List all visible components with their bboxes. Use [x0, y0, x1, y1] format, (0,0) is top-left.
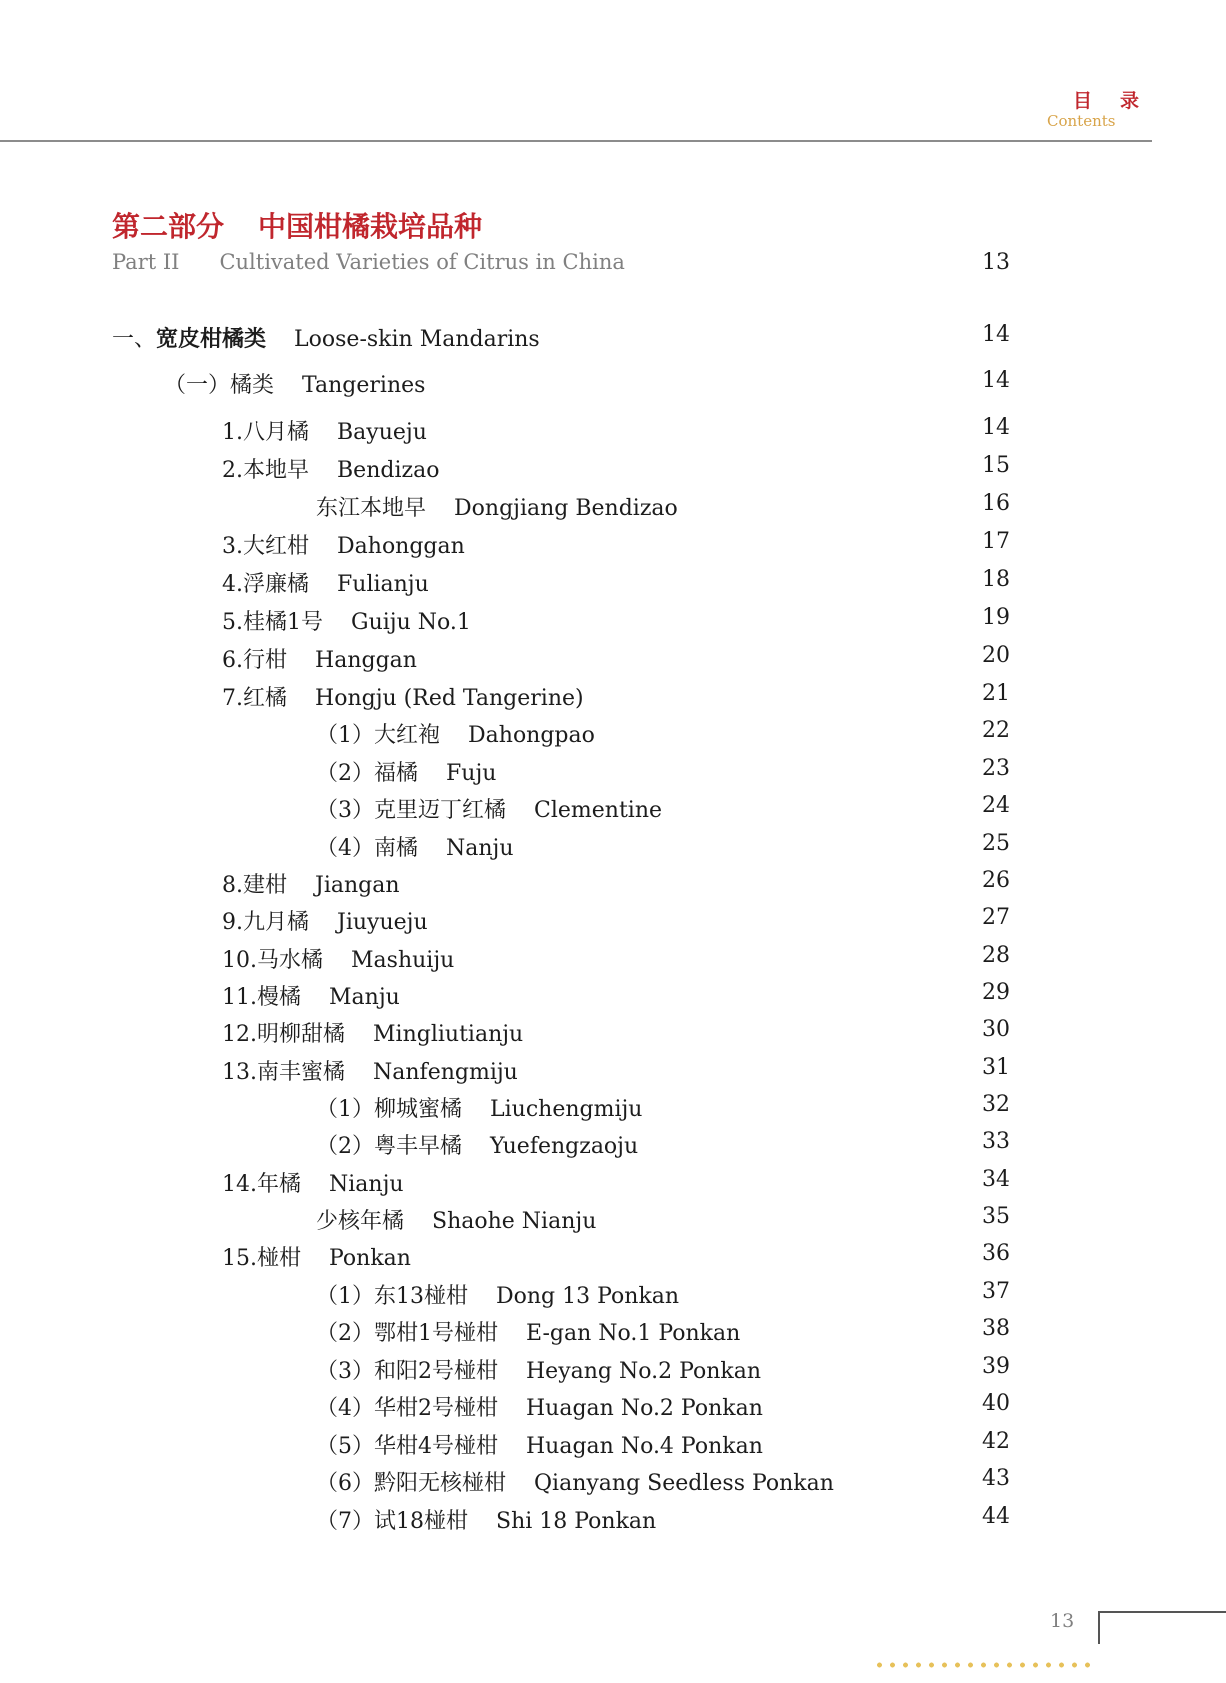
entry-number: 1. — [222, 420, 243, 445]
entry-title-en: Fuju — [446, 761, 497, 786]
toc-entry[interactable] — [0, 1055, 1226, 1089]
entry-title-en: Manju — [329, 985, 400, 1010]
toc-entry[interactable] — [0, 1204, 1226, 1238]
header-title-zh: 目录 — [1073, 90, 1168, 112]
entry-title-en: Nanju — [446, 836, 514, 861]
entry-title-en: Mingliutianju — [373, 1022, 524, 1047]
toc-entry[interactable] — [0, 980, 1226, 1014]
entry-title-zh: 槾橘 — [257, 985, 302, 1010]
entry-title-zh: 大红袍 — [374, 723, 441, 748]
part-label-en: Part II — [112, 250, 180, 274]
entry-title-en: Hongju (Red Tangerine) — [315, 686, 584, 711]
entry-title-en: Clementine — [534, 798, 663, 823]
toc-entry[interactable] — [0, 1129, 1226, 1163]
toc-entry[interactable] — [0, 605, 1226, 639]
entry-title-zh: 年橘 — [257, 1172, 302, 1197]
entry-number: 12. — [222, 1022, 257, 1047]
entry-number: 一、 — [112, 327, 157, 352]
entry-title-zh: 黔阳无核椪柑 — [374, 1471, 507, 1496]
entry-page-number: 30 — [982, 1017, 1010, 1042]
header-title-en: Contents — [1047, 112, 1116, 130]
entry-title-zh: 浮廉橘 — [243, 572, 310, 597]
entry-title-zh: 八月橘 — [243, 420, 310, 445]
entry-title-zh: 行柑 — [243, 648, 288, 673]
toc-entry[interactable] — [0, 905, 1226, 939]
entry-number: （6） — [316, 1471, 374, 1496]
entry-number: （5） — [316, 1434, 374, 1459]
entry-number: 5. — [222, 610, 243, 635]
entry-page-number: 23 — [982, 756, 1010, 781]
toc-entry[interactable] — [0, 643, 1226, 677]
entry-title-zh: 本地早 — [243, 458, 310, 483]
toc-entry[interactable] — [0, 756, 1226, 790]
entry-page-number: 15 — [982, 453, 1010, 478]
entry-page-number: 14 — [982, 368, 1010, 393]
entry-page-number: 32 — [982, 1092, 1010, 1117]
entry-title-zh: 建柑 — [243, 873, 288, 898]
entry-title-en: Dong 13 Ponkan — [496, 1284, 680, 1309]
entry-title-en: Fulianju — [337, 572, 429, 597]
entry-title-zh: 九月橘 — [243, 910, 310, 935]
toc-entry[interactable] — [0, 681, 1226, 715]
entry-title-zh: 马水橘 — [257, 948, 324, 973]
part-heading-en — [112, 250, 625, 274]
entry-page-number: 34 — [982, 1167, 1010, 1192]
entry-page-number: 28 — [982, 943, 1010, 968]
entry-title-zh: 粤丰早橘 — [374, 1134, 463, 1159]
entry-title-zh: 椪柑 — [257, 1246, 302, 1271]
entry-number: （2） — [316, 1321, 374, 1346]
entry-page-number: 20 — [982, 643, 1010, 668]
entry-title-en: Hanggan — [315, 648, 417, 673]
entry-page-number: 31 — [982, 1055, 1010, 1080]
entry-number: 13. — [222, 1060, 257, 1085]
entry-number: 3. — [222, 534, 243, 559]
toc-entry[interactable] — [0, 1466, 1226, 1500]
entry-number: （4） — [316, 1396, 374, 1421]
entry-page-number: 35 — [982, 1204, 1010, 1229]
toc-entry[interactable] — [0, 453, 1226, 487]
entry-page-number: 38 — [982, 1316, 1010, 1341]
toc-entry[interactable] — [0, 491, 1226, 525]
toc-entry[interactable] — [0, 567, 1226, 601]
entry-page-number: 36 — [982, 1241, 1010, 1266]
entry-title-en: Yuefengzaoju — [490, 1134, 639, 1159]
toc-entry[interactable] — [0, 1354, 1226, 1388]
toc-entry[interactable] — [0, 1316, 1226, 1350]
entry-title-zh: 克里迈丁红橘 — [374, 798, 507, 823]
entry-title-zh: 福橘 — [374, 761, 419, 786]
toc-entry[interactable] — [0, 1167, 1226, 1201]
entry-page-number: 14 — [982, 322, 1010, 347]
entry-title-zh: 试18椪柑 — [374, 1509, 468, 1534]
entry-page-number: 18 — [982, 567, 1010, 592]
entry-title-zh: 红橘 — [243, 686, 288, 711]
entry-number: （7） — [316, 1509, 374, 1534]
entry-number: （3） — [316, 798, 374, 823]
toc-entry[interactable] — [0, 1241, 1226, 1275]
entry-number: （一） — [164, 373, 231, 398]
toc-entry[interactable] — [0, 415, 1226, 449]
entry-number: 14. — [222, 1172, 257, 1197]
toc-entry[interactable] — [0, 1092, 1226, 1126]
entry-title-zh: 南橘 — [374, 836, 419, 861]
entry-title-en: Shaohe Nianju — [432, 1209, 597, 1234]
entry-page-number: 16 — [982, 491, 1010, 516]
entry-title-zh: 宽皮柑橘类 — [156, 326, 267, 352]
footer-page-number: 13 — [1050, 1610, 1075, 1632]
entry-number: （3） — [316, 1359, 374, 1384]
toc-entry[interactable] — [0, 368, 1226, 402]
entry-title-zh: 少核年橘 — [316, 1209, 405, 1234]
entry-title-en: Huagan No.4 Ponkan — [526, 1434, 763, 1459]
entry-title-zh: 东江本地早 — [316, 496, 427, 521]
part-title-en: Cultivated Varieties of Citrus in China — [219, 250, 625, 274]
entry-title-en: Tangerines — [302, 373, 426, 398]
entry-page-number: 22 — [982, 718, 1010, 743]
entry-number: （1） — [316, 1097, 374, 1122]
entry-number: 6. — [222, 648, 243, 673]
entry-title-zh: 和阳2号椪柑 — [374, 1359, 498, 1384]
entry-page-number: 33 — [982, 1129, 1010, 1154]
entry-number: （1） — [316, 1284, 374, 1309]
entry-title-zh: 桂橘1号 — [243, 610, 323, 635]
entry-title-zh: 南丰蜜橘 — [257, 1060, 346, 1085]
entry-number: 15. — [222, 1246, 257, 1271]
toc-entry[interactable] — [0, 1504, 1226, 1538]
header-rule — [0, 140, 1152, 142]
entry-page-number: 26 — [982, 868, 1010, 893]
entry-page-number: 40 — [982, 1391, 1010, 1416]
entry-number: 8. — [222, 873, 243, 898]
entry-title-zh: 橘类 — [230, 373, 275, 398]
entry-title-en: Guiju No.1 — [351, 610, 471, 635]
entry-title-zh: 柳城蜜橘 — [374, 1097, 463, 1122]
entry-page-number: 25 — [982, 831, 1010, 856]
entry-page-number: 39 — [982, 1354, 1010, 1379]
toc-entry[interactable] — [0, 1279, 1226, 1313]
entry-number: 11. — [222, 985, 257, 1010]
entry-title-zh: 明柳甜橘 — [257, 1022, 346, 1047]
entry-title-en: Nanfengmiju — [373, 1060, 518, 1085]
entry-page-number: 21 — [982, 681, 1010, 706]
entry-title-en: Qianyang Seedless Ponkan — [534, 1471, 834, 1496]
part-title-zh: 中国柑橘栽培品种 — [258, 210, 483, 243]
part-page-number: 13 — [982, 250, 1010, 275]
toc-entry[interactable] — [0, 529, 1226, 563]
toc-entry[interactable] — [0, 1391, 1226, 1425]
entry-title-en: Bendizao — [337, 458, 440, 483]
entry-number: 4. — [222, 572, 243, 597]
toc-entry[interactable] — [0, 718, 1226, 752]
entry-title-en: Mashuiju — [351, 948, 455, 973]
entry-page-number: 27 — [982, 905, 1010, 930]
entry-page-number: 14 — [982, 415, 1010, 440]
entry-page-number: 24 — [982, 793, 1010, 818]
entry-title-en: Jiuyueju — [337, 910, 428, 935]
footer-dots — [873, 1662, 1093, 1668]
entry-title-zh: 东13椪柑 — [374, 1284, 468, 1309]
entry-number: 2. — [222, 458, 243, 483]
entry-page-number: 17 — [982, 529, 1010, 554]
part-label-zh: 第二部分 — [112, 210, 225, 243]
part-heading-zh — [112, 205, 482, 245]
footer-rule-vertical — [1098, 1611, 1100, 1644]
toc-entry[interactable] — [0, 868, 1226, 902]
entry-title-en: Liuchengmiju — [490, 1097, 643, 1122]
entry-number: 10. — [222, 948, 257, 973]
entry-title-en: Nianju — [329, 1172, 404, 1197]
entry-number: （1） — [316, 723, 374, 748]
toc-entry[interactable] — [0, 831, 1226, 865]
entry-title-en: Dongjiang Bendizao — [454, 496, 678, 521]
entry-title-en: Dahonggan — [337, 534, 465, 559]
entry-page-number: 19 — [982, 605, 1010, 630]
entry-page-number: 43 — [982, 1466, 1010, 1491]
entry-number: （2） — [316, 1134, 374, 1159]
toc-entry[interactable] — [0, 1429, 1226, 1463]
entry-page-number: 29 — [982, 980, 1010, 1005]
entry-number: 7. — [222, 686, 243, 711]
entry-title-en: Shi 18 Ponkan — [496, 1509, 657, 1534]
entry-title-en: Jiangan — [315, 873, 400, 898]
entry-page-number: 42 — [982, 1429, 1010, 1454]
entry-page-number: 37 — [982, 1279, 1010, 1304]
toc-entry[interactable] — [0, 1017, 1226, 1051]
toc-entry[interactable] — [0, 793, 1226, 827]
entry-number: 9. — [222, 910, 243, 935]
entry-title-en: Huagan No.2 Ponkan — [526, 1396, 763, 1421]
entry-title-en: Bayueju — [337, 420, 427, 445]
entry-title-en: E-gan No.1 Ponkan — [526, 1321, 741, 1346]
toc-entry[interactable] — [0, 943, 1226, 977]
entry-title-zh: 华柑2号椪柑 — [374, 1396, 498, 1421]
entry-title-zh: 华柑4号椪柑 — [374, 1434, 498, 1459]
entry-title-en: Ponkan — [329, 1246, 411, 1271]
toc-entry[interactable] — [0, 322, 1226, 356]
entry-number: （2） — [316, 761, 374, 786]
entry-page-number: 44 — [982, 1504, 1010, 1529]
entry-title-zh: 鄂柑1号椪柑 — [374, 1321, 498, 1346]
footer-rule-horizontal — [1098, 1611, 1226, 1613]
entry-title-zh: 大红柑 — [243, 534, 310, 559]
entry-title-en: Heyang No.2 Ponkan — [526, 1359, 762, 1384]
entry-title-en: Dahongpao — [468, 723, 595, 748]
entry-title-en: Loose-skin Mandarins — [294, 327, 540, 352]
entry-number: （4） — [316, 836, 374, 861]
